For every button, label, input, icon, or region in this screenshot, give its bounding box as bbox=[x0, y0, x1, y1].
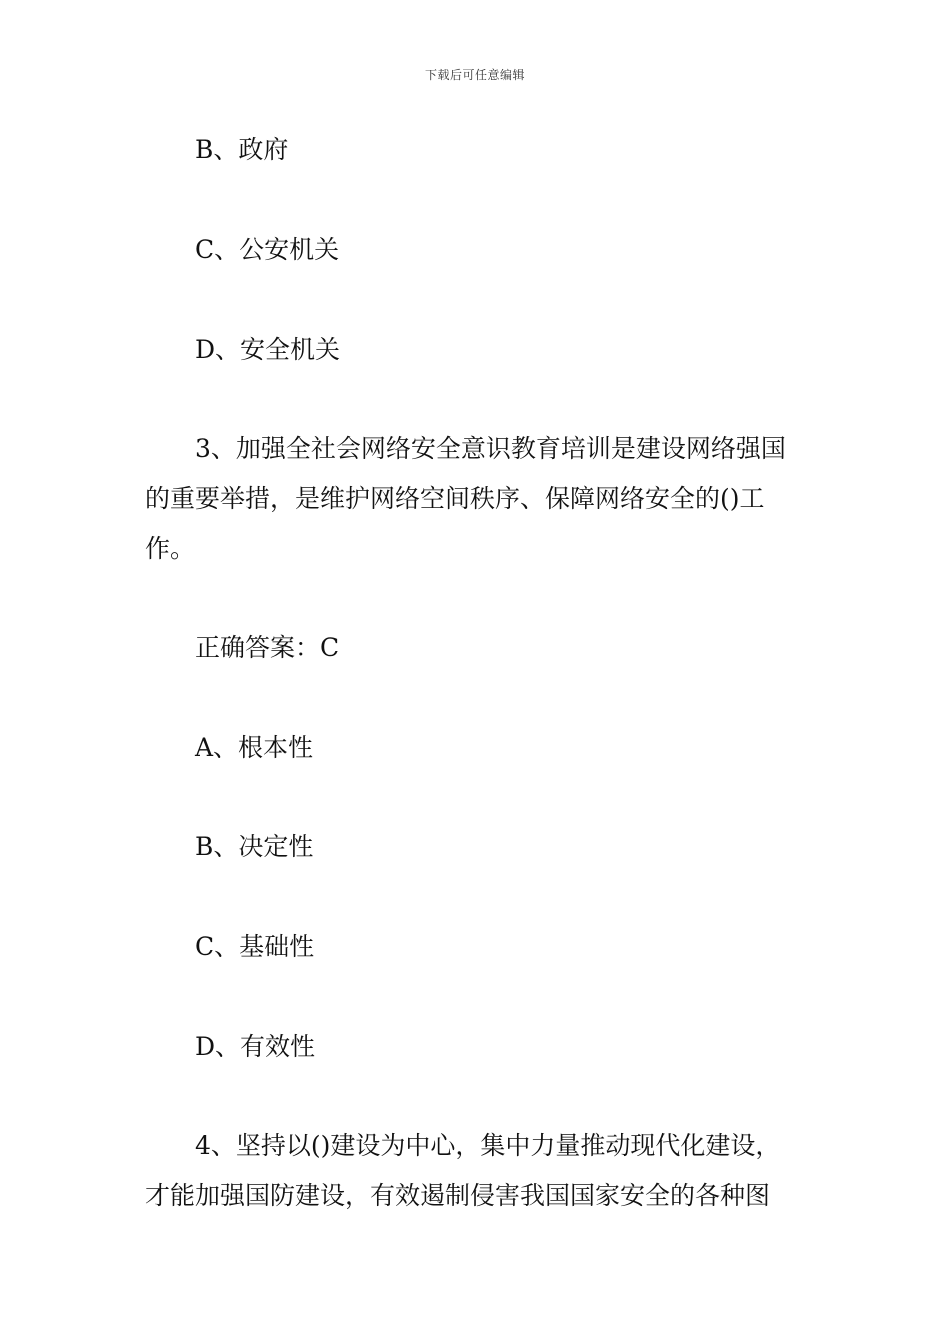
q2-option-d: D、安全机关 bbox=[195, 335, 341, 364]
q2-option-c: C、公安机关 bbox=[195, 235, 340, 264]
q3-correct-answer: 正确答案：C bbox=[195, 633, 340, 662]
q2-option-b: B、政府 bbox=[195, 135, 289, 164]
q4-question-line-2: 才能加强国防建设，有效遏制侵害我国国家安全的各种图 bbox=[145, 1181, 771, 1210]
q3-option-b: B、决定性 bbox=[195, 832, 314, 861]
q3-question-line-2: 的重要举措，是维护网络空间秩序、保障网络安全的()工 bbox=[145, 484, 765, 513]
q3-option-d: D、有效性 bbox=[195, 1032, 316, 1061]
q3-question-line-1: 3、加强全社会网络安全意识教育培训是建设网络强国 bbox=[195, 434, 786, 463]
q3-question-line-3: 作。 bbox=[145, 534, 196, 563]
page-header-note: 下载后可任意编辑 bbox=[424, 68, 525, 82]
q3-option-a: A、根本性 bbox=[195, 733, 314, 762]
q4-question-line-1: 4、坚持以()建设为中心，集中力量推动现代化建设， bbox=[195, 1131, 781, 1160]
q3-option-c: C、基础性 bbox=[195, 932, 315, 961]
